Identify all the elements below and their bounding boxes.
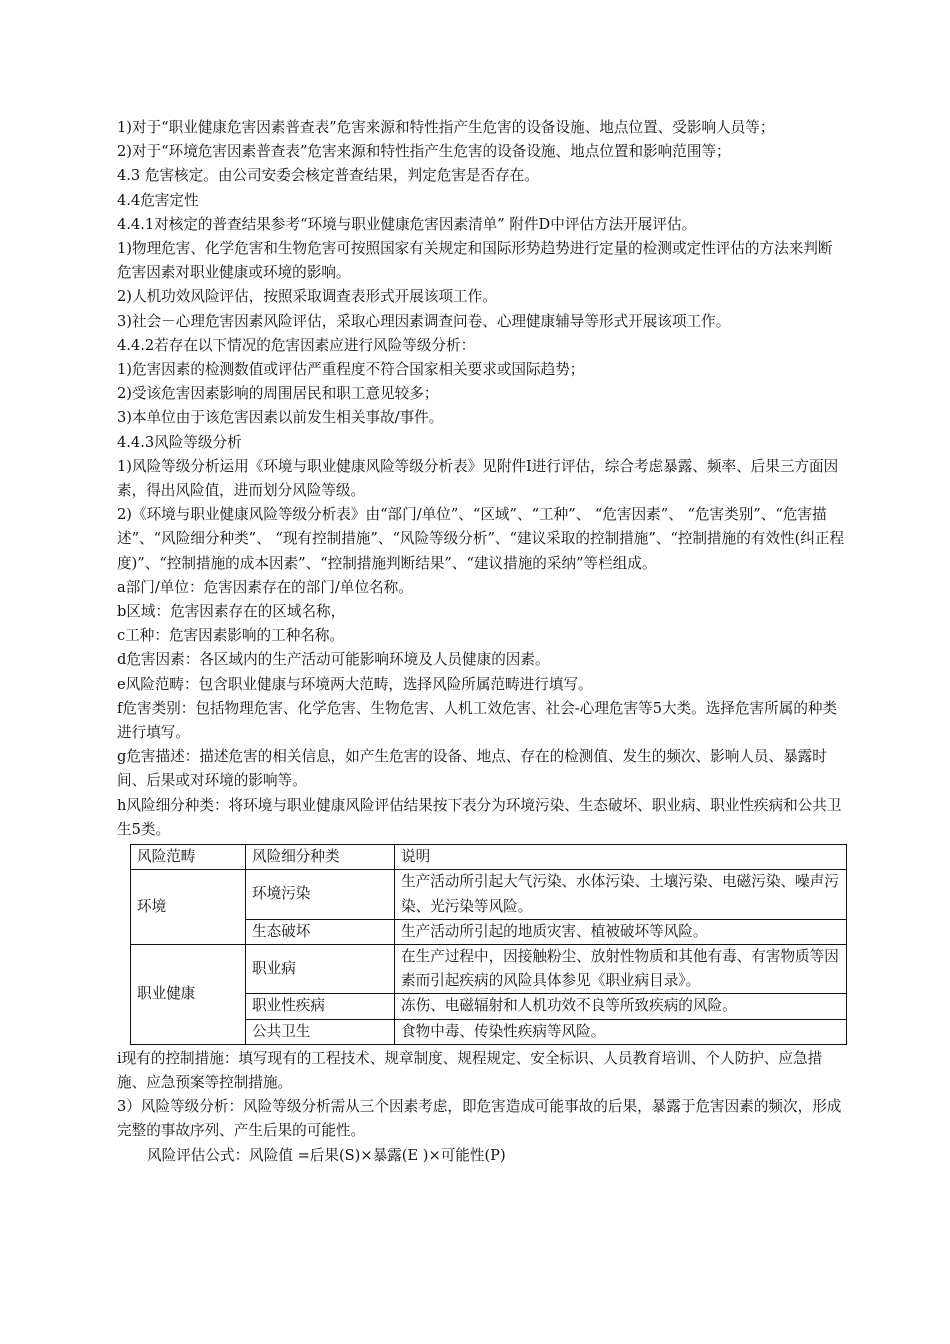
risk-category-table xyxy=(130,844,847,1045)
paragraph: 2)受该危害因素影响的周围居民和职工意见较多； xyxy=(117,385,439,403)
paragraph: 1)风险等级分析运用《环境与职业健康风险等级分析表》见附件I进行评估，综合考虑暴露、频率、后果三方面因素，得出风险值，进而划分风险等级。 xyxy=(117,457,839,500)
paragraph: 2)对于“环境危害因素普查表”危害来源和特性指产生危害的设备设施、地点位置和影响范围等； xyxy=(117,143,731,161)
paragraph: c工种：危害因素影响的工种名称。 xyxy=(117,627,345,645)
document-page xyxy=(117,116,847,1168)
paragraph: 3）风险等级分析：风险等级分析需从三个因素考虑，即危害造成可能事故的后果，暴露于危害因素的频次，形成完整的事故序列、产生后果的可能性。 xyxy=(117,1098,842,1140)
paragraph: 1)物理危害、化学危害和生物危害可按照国家有关规定和国际形势趋势进行定量的检测或定性评估的方法来判断危害因素对职业健康或环境的影响。 xyxy=(117,240,833,282)
paragraph: 3)本单位由于该危害因素以前发生相关事故/事件。 xyxy=(117,409,444,427)
paragraph: d危害因素：各区域内的生产活动可能影响环境及人员健康的因素。 xyxy=(117,651,550,669)
table-header-cell: 风险细分种类 xyxy=(246,845,395,870)
table-header-cell: 说明 xyxy=(395,845,847,870)
paragraph: g危害描述：描述危害的相关信息，如产生危害的设备、地点、存在的检测值、发生的频次、影响人员、暴露时间、后果或对环境的影响等。 xyxy=(117,748,827,790)
type-cell: 公共卫生 xyxy=(246,1019,395,1044)
paragraph: 3)社会－心理危害因素风险评估，采取心理因素调查问卷、心理健康辅导等形式开展该项工作。 xyxy=(117,312,731,330)
section-heading: 4.4.3风险等级分析 xyxy=(117,433,242,451)
table-row xyxy=(131,944,847,993)
desc-cell: 生产活动所引起大气污染、水体污染、土壤污染、电磁污染、噪声污染、光污染等风险。 xyxy=(395,870,847,919)
paragraph: b区域：危害因素存在的区域名称， xyxy=(117,603,346,621)
table-header-cell: 风险范畴 xyxy=(131,845,246,870)
paragraph: 4.4.2若存在以下情况的危害因素应进行风险等级分析： xyxy=(117,336,476,354)
desc-cell: 食物中毒、传染性疾病等风险。 xyxy=(395,1019,847,1044)
paragraph: a部门/单位：危害因素存在的部门/单位名称。 xyxy=(117,578,413,596)
type-cell: 环境污染 xyxy=(246,870,395,919)
paragraph: e风险范畴：包含职业健康与环境两大范畴，选择风险所属范畴进行填写。 xyxy=(117,675,593,693)
section-heading: 4.3 危害核定。由公司安委会核定普查结果，判定危害是否存在。 xyxy=(117,167,539,185)
table-header-row xyxy=(131,845,847,870)
paragraph: 2)《环境与职业健康风险等级分析表》由“部门/单位”、“区域”、“工种”、 “危害因素”、 “危害类别”、“危害描述”、“风险细分种类”、 “现有控制措施”、“风险等级分析”、“建议采取的控制措施”、“控制措施的有效性(纠正程度)”、“控制措施的成本因素”、“控制措施判断结果”、“建议措施的采纳”等栏组成。 xyxy=(117,506,845,572)
risk-formula: 风险评估公式：风险值 =后果(S)×暴露(E )×可能性(P) xyxy=(147,1146,506,1164)
paragraph: 4.4.1对核定的普查结果参考“环境与职业健康危害因素清单” 附件D中评估方法开展评估。 xyxy=(117,215,697,233)
table-row xyxy=(131,870,847,919)
paragraph: h风险细分种类：将环境与职业健康风险评估结果按下表分为环境污染、生态破坏、职业病、职业性疾病和公共卫生5类。 xyxy=(117,796,842,838)
type-cell: 职业性疾病 xyxy=(246,994,395,1019)
desc-cell: 在生产过程中，因接触粉尘、放射性物质和其他有毒、有害物质等因素而引起疾病的风险具体参见《职业病目录》。 xyxy=(395,944,847,993)
paragraph: 1)危害因素的检测数值或评估严重程度不符合国家相关要求或国际趋势； xyxy=(117,361,585,379)
desc-cell: 冻伤、电磁辐射和人机功效不良等所致疾病的风险。 xyxy=(395,994,847,1019)
category-cell: 职业健康 xyxy=(131,944,246,1044)
paragraph: f危害类别：包括物理危害、化学危害、生物危害、人机工效危害、社会-心理危害等5大类。选择危害所属的种类进行填写。 xyxy=(117,699,838,742)
desc-cell: 生产活动所引起的地质灾害、植被破坏等风险。 xyxy=(395,919,847,944)
paragraph: 2)人机功效风险评估，按照采取调查表形式开展该项工作。 xyxy=(117,288,497,306)
type-cell: 职业病 xyxy=(246,944,395,993)
paragraph: 1)对于“职业健康危害因素普查表”危害来源和特性指产生危害的设备设施、地点位置、受影响人员等； xyxy=(117,119,775,136)
type-cell: 生态破坏 xyxy=(246,919,395,944)
paragraph: i现有的控制措施：填写现有的工程技术、规章制度、规程规定、安全标识、人员教育培训、个人防护、应急措施、应急预案等控制措施。 xyxy=(117,1049,823,1091)
category-cell: 环境 xyxy=(131,870,246,945)
section-heading: 4.4危害定性 xyxy=(117,191,199,209)
